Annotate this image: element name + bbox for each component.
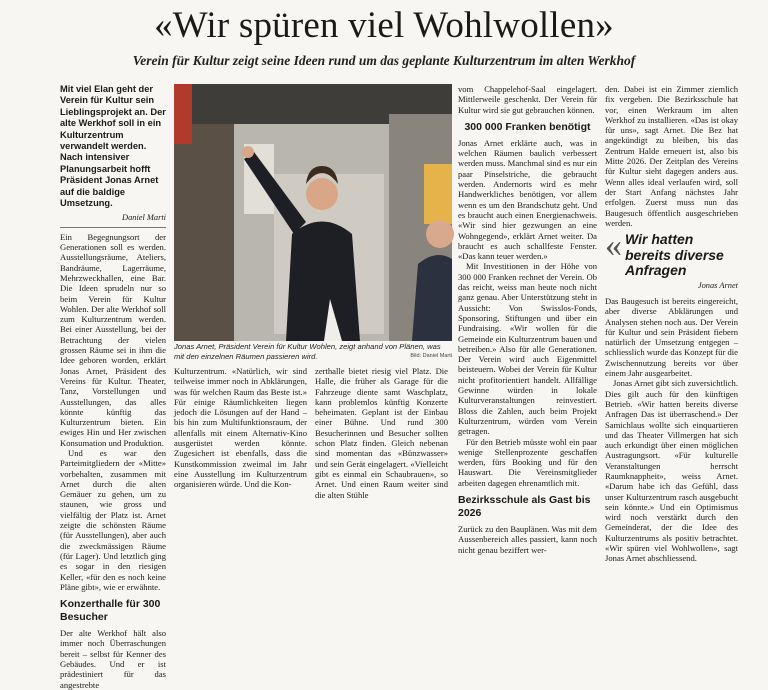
column-3	[458, 84, 597, 555]
body-paragraph: Der alte Werkhof hält also immer noch Überraschungen bereit – selbst für Kenner des Gebäudes. Und er ist prädestiniert für das angestrebte	[60, 628, 166, 690]
lead-paragraph: Mit viel Elan geht der Verein für Kultur sein Lieblingsprojekt an. Der alte Werkhof soll in ein Kulturzentrum verwandelt werden. Nach intensiver Planungsarbeit hofft Präsident Jonas Arnet auf die baldige Umsetzung.	[60, 84, 166, 209]
body-paragraph: Zurück zu den Bauplänen. Was mit dem Aussenbereich alles passiert, kann noch nicht genau beziffert wer-	[458, 523, 597, 555]
body-paragraph: Für den Betrieb müsste wohl ein paar wenige Stellenprozente geschaffen werden, fürs Booking und für den Hauswart. Die Vereinsmitglieder arbeiten dagegen ehrenamtlich mit.	[458, 436, 597, 488]
column-4	[605, 84, 738, 564]
subheadline: Verein für Kultur zeigt seine Ideen rund um das geplante Kulturzentrum im alten Werkhof	[132, 53, 636, 68]
body-paragraph: Mit Investitionen in der Höhe von 300 000 Franken rechnet der Verein. Ob das reicht, weiss man heute noch nicht ganz genau. Aber Unterstützung steht in Aussicht: Von Swisslos-Fonds, Sponsoring, Stiftungen und über ein Fundraising. «Wir wollen für die Gemeinde ein Kulturzentrum bauen und betreiben.» Also für alle Generationen. Der Verein wird auch Eigenmittel beisteuern. Wobei der Verein für Kultur nicht profitorientiert handelt. Allfällige Gewinne würden in lokale Kulturveranstaltungen reinvestiert. Bloss die Zahlen, auch beim Projekt Kulturzentrum, würden vom Verein getragen.	[458, 261, 597, 437]
pull-quote-text: Wir hatten bereits diverse Anfragen	[625, 231, 724, 279]
body-paragraph: Jonas Arnet erklärte auch, was in welchen Räumen baulich verbessert werden muss. Manchmal sind es nur ein paar Pinselstriche, die gebraucht werden. Andernorts wird es mehr Handwerkliches benötigen, vor allem wenn es um den Brandschutz geht. Und es braucht auch einen Energienachweis. «Wir sind hier gezwungen an eine Wohngegend», erklärt Arnet weiter. Da braucht es auch schallfeste Fenster. «Das kann teuer werden.»	[458, 137, 597, 262]
caption-text: Jonas Arnet, Präsident Verein für Kultur Wohlen, zeigt anhand von Plänen, was mit den einzelnen Räumen passieren wird.	[174, 342, 441, 361]
section-heading: Bezirksschule als Gast bis 2026	[458, 493, 591, 519]
body-paragraph: Und es war den Parteimitgliedern der «Mitte» vorbehalten, zusammen mit Arnet durch die alten Gemäuer zu gehen, um zu staunen, wie gross und vielfältig der Platz ist. Arnet zeigte die schönsten Räume (für Ausstellungen), aber auch die zweckmässigen Räume (für Lager). Und letztlich ging es sogar in den riesigen Keller, «für den es noch keine Pläne gibt», wie er erwähnte.	[60, 448, 166, 592]
pull-quote-author: Jonas Arnet	[697, 280, 738, 290]
body-paragraph: den. Dabei ist ein Zimmer ziemlich fix vergeben. Die Bezirksschule hat vor, einen Werkraum im alten Werkhof zu installieren. «Das ist okay für uns», sagt Arnet. Die Bez hat angekündigt zu bleiben, bis das Zentrum Halde erneuert ist, also bis Mitte 2026. Der Zeitplan des Vereins für Kultur sieht dagegen anders aus. Wenn alles ideal verlaufen wird, soll der Start Anfang nächstes Jahr erfolgen. Zuerst muss nun das Baugesuch öffentlich ausgeschrieben werden.	[605, 84, 738, 228]
column-2b	[315, 366, 448, 526]
body-paragraph: vom Chappelehof-Saal eingelagert. Mittlerweile geschenkt. Der Verein für Kultur wird sie gut gebrauchen können.	[458, 84, 597, 115]
section-heading: 300 000 Franken benötigt	[464, 120, 591, 133]
author-byline: Daniel Marti	[60, 213, 166, 227]
photo-illustration	[174, 84, 452, 341]
photo-credit: Bild: Daniel Marti	[410, 352, 452, 359]
photo-caption	[174, 342, 452, 361]
body-paragraph: Kulturzentrum. «Natürlich, wir sind teilweise immer noch in Abklärungen, was für welchen Raum das Beste ist.» Für einige Räumlichkeiten liegen jedoch die Lösungen auf der Hand – bis hin zum Multifunktionsraum, der allenfalls mit einem Alternativ-Kino ausgerüstet werden könnte. Zugesichert ist ebenfalls, dass die Kunstkommission zweimal im Jahr eine Ausstellung im Kulturzentrum organisieren würde. Und die Kon-	[174, 366, 307, 490]
article-photo	[174, 84, 452, 341]
column-1	[60, 84, 166, 690]
body-paragraph: Ein Begegnungsort der Generationen soll es werden. Ausstellungsräume, Ateliers, Bandräume, Lagerräume, Mehrzweckhallen, eine Bar. Die Ideen sprudeln nur so beim Verein für Kultur Wohlen. Der alte Werkhof soll zum Kulturzentrum werden. Bei einer Ausstellung, bei der Betrachtung der vielen grossen Räume sei in ihm die Idee geboren worden, erklärt Jonas Arnet, Präsident des Vereins für Kultur. Theater, Tanz, Vorstellungen und Ausstellungen, das alles könnte künftig das Kulturzentrum bieten. Ein ewiges Hin und Her zwischen Konsumation und Produktion.	[60, 231, 166, 448]
section-heading: Konzerthalle für 300 Besucher	[60, 598, 161, 624]
pull-quote	[605, 227, 738, 279]
body-paragraph: Das Baugesuch ist bereits eingereicht, aber diverse Abklärungen und Analysen stehen noch aus. Der Verein für Kultur und sein Präsident fiebern natürlich der Umsetzung entgegen – schliesslich wurde das Konzept für die Zwischennutzung bereits vor über einem Jahr ausgearbeitet.	[605, 295, 738, 379]
column-2a	[174, 366, 307, 526]
headline: «Wir spüren viel Wohlwollen»	[154, 5, 614, 46]
quote-mark-icon: «	[605, 227, 622, 265]
body-paragraph: Jonas Arnet gibt sich zuversichtlich. Dies gilt auch für den künftigen Betrieb. «Wir hatten bereits diverse Anfragen Das ist überraschend.» Der Samichlaus wollte sich einquartieren und das Theater Villmergen hat sich auch erkundigt über einen möglichen Austragungsort. «Für kulturelle Veranstaltungen herrscht Raumknappheit», weiss Arnet. «Darum habe ich das Gefühl, dass unser Kulturzentrum rasch ausgebucht sein könnte.» Und ein Optimismus wird noch verstärkt durch den Gemeinderat, der die Idee des Kulturzentrums als positiv betrachtet. «Wir spüren viel Wohlwollen», sagt Jonas Arnet abschliessend.	[605, 378, 738, 564]
body-paragraph: zerthalle bietet riesig viel Platz. Die Halle, die früher als Garage für die Fahrzeuge diente samt Waschplatz, kann problemlos künftig Konzerte beheimaten. Geplant ist der Einbau einer Bühne. Und rund 300 Besucherinnen und Besucher sollten schon Platz finden. Gleich nebenan sind momentan das «Bünzwasser» und sein Gerät eingelagert. «Vielleicht gibt es einmal ein Schaubrauen», so Arnet. Und einen Raum weiter sind die alten Stühle	[315, 366, 448, 500]
